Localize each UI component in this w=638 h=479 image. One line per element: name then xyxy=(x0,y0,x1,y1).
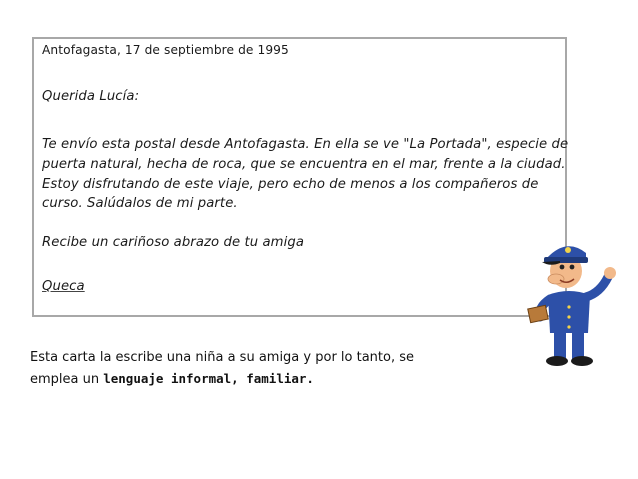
letter-date: Antofagasta, 17 de septiembre de 1995 xyxy=(42,43,289,57)
caption-emphasis: lenguaje informal, familiar. xyxy=(103,371,314,386)
postman-shoe-left xyxy=(546,356,568,366)
postman-leg-left xyxy=(554,329,566,359)
caption-text xyxy=(30,347,414,390)
letter-closing: Recibe un cariñoso abrazo de tu amiga xyxy=(42,235,305,250)
letter-greeting: Querida Lucía: xyxy=(42,89,140,104)
postman-shoe-right xyxy=(571,356,593,366)
parcel-icon xyxy=(528,305,549,322)
letter-line: Estoy disfrutando de este viaje, pero echo de menos a los compañeros de xyxy=(42,177,539,192)
letter-paragraph-2 xyxy=(42,175,538,213)
postman-illustration xyxy=(520,233,620,371)
letter-line: Te envío esta postal desde Antofagasta. En ella se ve "La Portada", especie de xyxy=(42,137,569,152)
letter-signature: Queca xyxy=(42,279,85,294)
letter-frame xyxy=(32,37,567,317)
caption-line-1: Esta carta la escribe una niña a su amiga y por lo tanto, se xyxy=(30,350,415,365)
letter-line: curso. Salúdalos de mi parte. xyxy=(42,196,238,211)
postman-arm-right xyxy=(586,277,608,297)
letter-paragraph-1 xyxy=(42,135,568,175)
postman-leg-right xyxy=(572,329,584,359)
caption-prefix: emplea un xyxy=(30,372,104,387)
letter-line: puerta natural, hecha de roca, que se encuentra en el mar, frente a la ciudad. xyxy=(42,157,566,172)
caption-line-2 xyxy=(30,368,414,390)
postman-hand-right xyxy=(604,267,616,279)
